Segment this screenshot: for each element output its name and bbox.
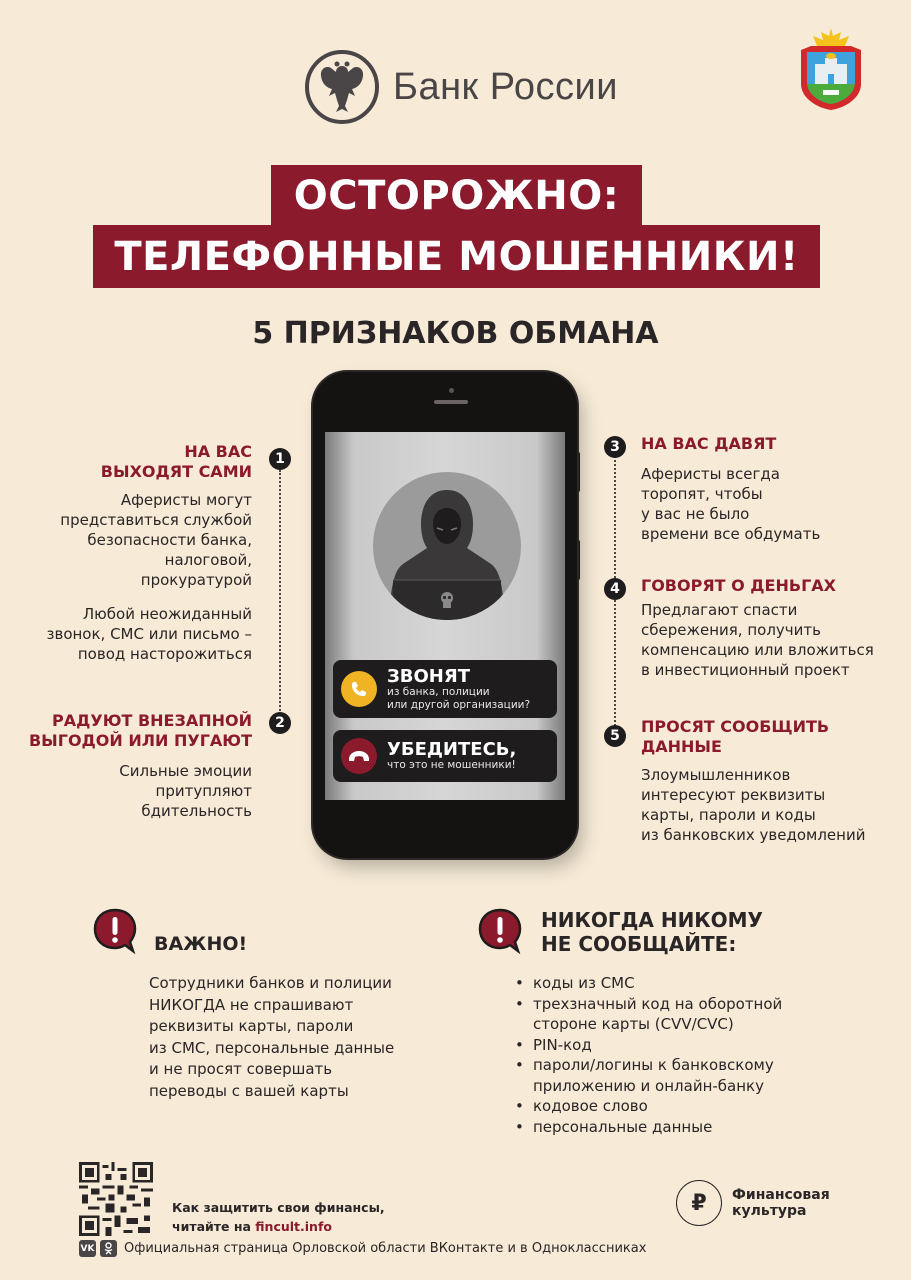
exclamation-bubble-icon	[93, 908, 137, 952]
orel-oblast-coat-of-arms-icon	[795, 26, 867, 112]
phone-screen	[325, 432, 565, 800]
sign-text: Любой неожиданный	[82, 605, 252, 623]
never-title-line: НИКОГДА НИКОМУ	[541, 908, 763, 932]
never-title-line: НЕ СООБЩАЙТЕ:	[541, 932, 737, 956]
warning-title-line2: ТЕЛЕФОННЫЕ МОШЕННИКИ!	[93, 225, 820, 288]
phone-hangup-icon	[341, 738, 377, 774]
important-title: ВАЖНО!	[154, 933, 248, 955]
body-text: переводы с вашей карты	[149, 1081, 349, 1100]
sign-text: налоговой,	[164, 551, 252, 569]
important-text	[149, 973, 419, 1102]
incoming-call-card	[333, 660, 557, 718]
sign-title: ВЫХОДЯТ САМИ	[100, 462, 252, 481]
sign-text: интересуют реквизиты	[641, 786, 826, 804]
speaker-icon	[434, 400, 468, 404]
sign-title: ГОВОРЯТ О ДЕНЬГАХ	[641, 576, 836, 595]
body-text: и не просят совершать	[149, 1060, 333, 1078]
camera-icon	[449, 388, 454, 393]
call-card-subtitle: что это не мошенники!	[387, 759, 516, 771]
financial-culture-logo	[676, 1180, 830, 1226]
sign-text: звонок, СМС или письмо –	[46, 625, 252, 643]
sign-text: карты, пароли и коды	[641, 806, 816, 824]
sign-text: повод насторожиться	[77, 645, 252, 663]
sign-title: ПРОСЯТ СООБЩИТЬ	[641, 717, 830, 736]
sign-text: торопят, чтобы	[641, 485, 763, 503]
social-links	[79, 1240, 646, 1257]
sign-text: бдительность	[141, 802, 252, 820]
social-caption: Официальная страница Орловской области ВКонтакте и в Одноклассниках	[124, 1241, 647, 1256]
fin-logo-text: Финансовая	[732, 1187, 830, 1203]
sign-1	[30, 442, 252, 664]
sign-text: Аферисты всегда	[641, 465, 780, 483]
phone-illustration	[313, 372, 577, 858]
call-card-title: УБЕДИТЕСЬ,	[387, 739, 517, 760]
sign-number-badge: 2	[269, 712, 291, 734]
odnoklassniki-icon[interactable]	[100, 1240, 117, 1257]
sign-text: сбережения, получить	[641, 621, 821, 639]
warning-title-line1: ОСТОРОЖНО:	[271, 165, 642, 227]
sign-text: времени все обдумать	[641, 525, 821, 543]
call-card-subtitle: из банка, полиции	[387, 685, 490, 698]
sign-number-badge: 1	[269, 448, 291, 470]
list-item: • пароли/логины к банковскому приложению и онлайн-банку	[513, 1055, 813, 1096]
promo-text: Как защитить свои финансы,	[172, 1200, 385, 1215]
list-item: • персональные данные	[513, 1117, 813, 1138]
body-text: из СМС, персональные данные	[149, 1038, 395, 1057]
sign-2	[20, 711, 252, 821]
sign-text: Сильные эмоции	[119, 762, 252, 780]
promo-text: читайте на	[172, 1219, 256, 1234]
list-item: • коды из СМС	[513, 973, 813, 994]
never-tell-title	[541, 908, 763, 956]
sign-title: ДАННЫЕ	[641, 737, 722, 756]
sign-text: Аферисты могут	[120, 491, 252, 509]
call-card-title: ЗВОНЯТ	[387, 665, 471, 687]
list-item: • трехзначный код на оборотной стороне карты (CVV/CVC)	[513, 994, 813, 1035]
phone-answer-icon	[341, 671, 377, 707]
sign-text: компенсацию или вложиться	[641, 641, 874, 659]
section-subtitle: 5 ПРИЗНАКОВ ОБМАНА	[252, 316, 659, 351]
sign-number-badge: 5	[604, 725, 626, 747]
sign-title: ВЫГОДОЙ ИЛИ ПУГАЮТ	[28, 731, 252, 750]
sign-5	[641, 717, 901, 845]
sign-title: РАДУЮТ ВНЕЗАПНОЙ	[52, 711, 252, 730]
sign-text: притупляют	[155, 782, 252, 800]
ruble-coin-icon: ₽	[676, 1180, 722, 1226]
sign-title: НА ВАС ДАВЯТ	[641, 434, 777, 453]
double-headed-eagle-icon	[305, 50, 379, 124]
sign-text: представиться службой	[60, 511, 252, 529]
bank-of-russia-logo	[305, 50, 618, 124]
bank-name: Банк России	[393, 65, 619, 108]
sign-text: Предлагают спасти	[641, 601, 798, 619]
hangup-call-card	[333, 730, 557, 782]
sign-text: в инвестиционный проект	[641, 661, 850, 679]
sign-text: прокуратурой	[140, 571, 252, 589]
vk-icon[interactable]: VK	[79, 1240, 96, 1257]
sign-text: из банковских уведомлений	[641, 826, 866, 844]
exclamation-bubble-icon	[478, 908, 522, 952]
sign-number-badge: 4	[604, 578, 626, 600]
hooded-hacker-icon	[373, 472, 521, 620]
sign-text: Злоумышленников	[641, 766, 791, 784]
fincult-promo	[172, 1198, 385, 1236]
fincult-link[interactable]: fincult.info	[255, 1219, 332, 1234]
list-item: • кодовое слово	[513, 1096, 813, 1117]
call-card-subtitle: или другой организации?	[387, 698, 531, 711]
qr-code-icon[interactable]	[79, 1162, 153, 1236]
sign-4	[641, 576, 901, 680]
never-tell-list	[513, 973, 813, 1137]
sign-text: безопасности банка,	[87, 531, 252, 549]
sign-title: НА ВАС	[184, 442, 252, 461]
sign-number-badge: 3	[604, 436, 626, 458]
body-text: реквизиты карты, пароли	[149, 1017, 354, 1035]
sign-text: у вас не было	[641, 505, 750, 523]
fin-logo-text: культура	[732, 1203, 807, 1219]
body-text: Сотрудники банков и полиции	[149, 974, 392, 992]
sign-3	[641, 434, 891, 544]
list-item: • PIN-код	[513, 1035, 813, 1056]
dotted-connector	[279, 470, 281, 718]
body-text: НИКОГДА не спрашивают	[149, 995, 354, 1014]
